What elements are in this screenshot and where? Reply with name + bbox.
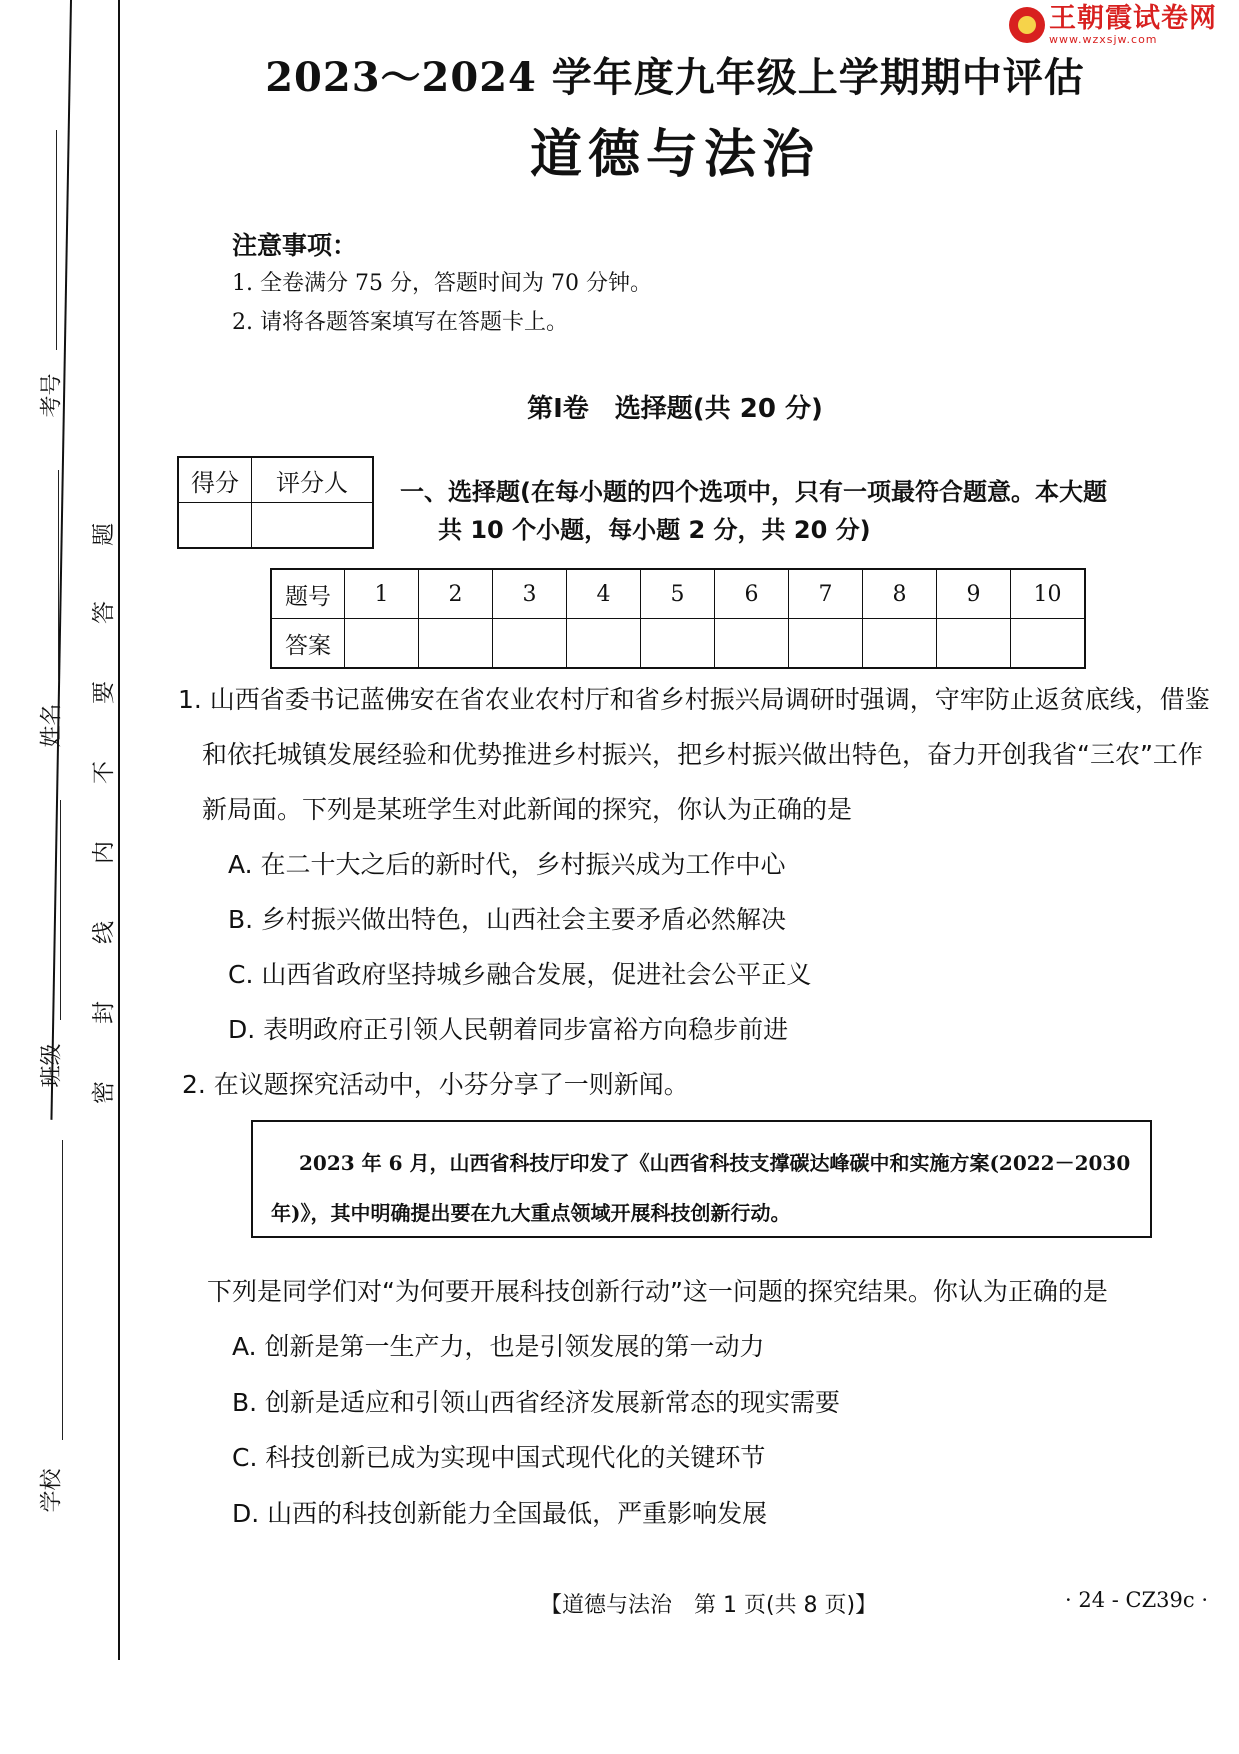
q2-news-line1: 2023 年 6 月，山西省科技厅印发了《山西省科技支撑碳达峰碳中和实施方案(2022－2030 (299, 1151, 1131, 1175)
q2-option-b: B. 创新是适应和引领山西省经济发展新常态的现实需要 (232, 1388, 841, 1417)
question-number: 5 (641, 569, 715, 619)
kaohao-underline (56, 130, 57, 350)
seal-char: 封 (91, 1001, 117, 1024)
binding-line-inner (118, 0, 120, 1660)
answer-cell (567, 619, 641, 669)
answer-cell (1011, 619, 1086, 669)
answer-cell (493, 619, 567, 669)
field-banji: 班级 (39, 1043, 65, 1088)
notice-item: 2. 请将各题答案填写在答题卡上。 (232, 310, 568, 335)
answer-cell (937, 619, 1011, 669)
q2-stem: 2. 在议题探究活动中，小芬分享了一则新闻。 (182, 1070, 689, 1099)
question-number: 7 (789, 569, 863, 619)
q2-question: 下列是同学们对“为何要开展科技创新行动”这一问题的探究结果。你认为正确的是 (207, 1277, 1108, 1306)
question-number: 9 (937, 569, 1011, 619)
xingming-underline (58, 470, 59, 680)
watermark (1009, 4, 1217, 46)
instruction-line2: 共 10 个小题，每小题 2 分，共 20 分) (438, 516, 871, 544)
subject-title: 道德与法治 (529, 125, 820, 185)
question-number: 1 (345, 569, 419, 619)
q1-option-c: C. 山西省政府坚持城乡融合发展，促进社会公平正义 (228, 960, 812, 989)
answer-cell (345, 619, 419, 669)
q2-option-a: A. 创新是第一生产力，也是引领发展的第一动力 (232, 1332, 765, 1361)
question-number: 6 (715, 569, 789, 619)
answer-cell (641, 619, 715, 669)
question-number: 3 (493, 569, 567, 619)
answer-cell (715, 619, 789, 669)
seal-char: 答 (91, 601, 117, 624)
seal-char: 题 (91, 523, 117, 546)
answer-table (270, 568, 1086, 669)
answer-cell (789, 619, 863, 669)
watermark-name: 王朝霞试卷网 (1049, 3, 1217, 34)
notice-heading: 注意事项： (232, 231, 358, 260)
instruction-line1: 一、选择题(在每小题的四个选项中，只有一项最符合题意。本大题 (400, 478, 1107, 506)
binding-line-outer (50, 0, 72, 1120)
answer-cell (419, 619, 493, 669)
answer-cell (863, 619, 937, 669)
question-number: 2 (419, 569, 493, 619)
question-number: 8 (863, 569, 937, 619)
seal-char: 线 (91, 921, 117, 944)
q2-option-c: C. 科技创新已成为实现中国式现代化的关键环节 (232, 1443, 766, 1472)
q2-news-box (251, 1120, 1152, 1238)
q1-option-b: B. 乡村振兴做出特色，山西社会主要矛盾必然解决 (228, 905, 787, 934)
row-label-number: 题号 (271, 569, 345, 619)
score-box (177, 456, 374, 549)
xuexiao-underline (62, 1140, 63, 1440)
q1-option-a: A. 在二十大之后的新时代，乡村振兴成为工作中心 (228, 850, 786, 879)
grader-label: 评分人 (252, 457, 374, 503)
seal-char: 内 (91, 841, 117, 864)
field-xuexiao: 学校 (39, 1468, 65, 1513)
score-cell (178, 503, 252, 549)
section-title: 第Ⅰ卷 选择题(共 20 分) (527, 394, 823, 424)
field-kaohao: 考号 (39, 373, 65, 418)
seal-char: 要 (91, 681, 117, 704)
row-label-answer: 答案 (271, 619, 345, 669)
q1-stem-line2: 和依托城镇发展经验和优势推进乡村振兴，把乡村振兴做出特色，奋力开创我省“三农”工作 (202, 740, 1203, 769)
notice-item: 1. 全卷满分 75 分，答题时间为 70 分钟。 (232, 271, 652, 296)
exam-code: · 24 - CZ39c · (1065, 1588, 1209, 1612)
q1-option-d: D. 表明政府正引领人民朝着同步富裕方向稳步前进 (228, 1015, 789, 1044)
exam-title: 2023～2024 学年度九年级上学期期中评估 (265, 54, 1085, 101)
banji-underline (60, 800, 61, 1020)
page-footer: 【道德与法治 第 1 页(共 8 页)】 (540, 1593, 878, 1618)
q1-stem-line1: 1. 山西省委书记蓝佛安在省农业农村厅和省乡村振兴局调研时强调，守牢防止返贫底线，借鉴 (178, 685, 1210, 714)
question-number: 10 (1011, 569, 1086, 619)
watermark-url: www.wzxsjw.com (1049, 33, 1158, 46)
q2-news-line2: 年)》，其中明确提出要在九大重点领域开展科技创新行动。 (271, 1201, 791, 1225)
grader-cell (252, 503, 374, 549)
field-xingming: 姓名 (39, 703, 65, 748)
watermark-logo-icon (1009, 7, 1045, 43)
seal-char: 不 (91, 761, 117, 784)
score-label: 得分 (178, 457, 252, 503)
q2-option-d: D. 山西的科技创新能力全国最低，严重影响发展 (232, 1499, 768, 1528)
seal-char: 密 (91, 1081, 117, 1104)
q1-stem-line3: 新局面。下列是某班学生对此新闻的探究，你认为正确的是 (202, 795, 853, 824)
question-number: 4 (567, 569, 641, 619)
